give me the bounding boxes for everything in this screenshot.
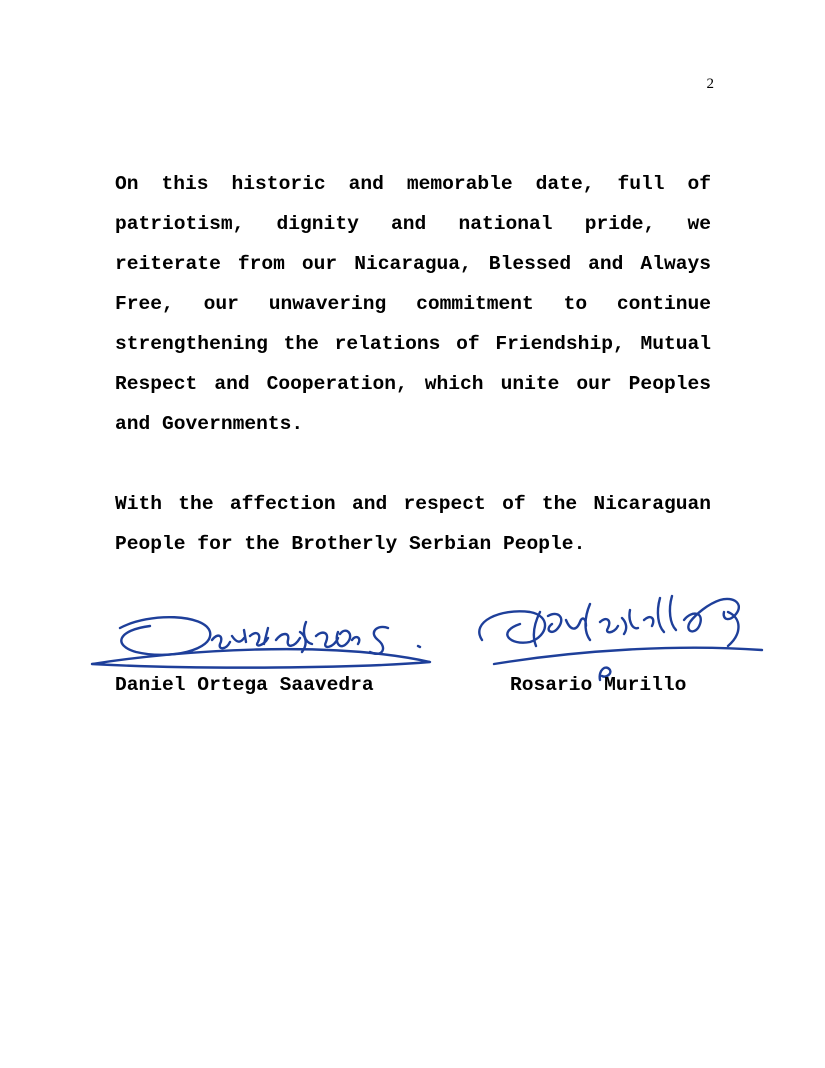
message-paragraph: On this historic and memorable date, full of patriotism, dignity and national pride, we reiterate from our Nicaragua, Blessed and Always Free, our unwavering commitment to continue strengthening the relations of Friendship, Mutual Respect and Cooperation, which unite our Peoples and Governments. <box>115 173 711 435</box>
page-number: 2 <box>706 76 714 92</box>
closing-paragraph: With the affection and respect of the Nicaraguan People for the Brotherly Serbian People. <box>115 493 711 555</box>
signature-rosario-murillo <box>479 596 762 680</box>
signer-name-right: Rosario Murillo <box>510 674 687 696</box>
signature-daniel-ortega <box>92 617 430 667</box>
signer-name-left: Daniel Ortega Saavedra <box>115 674 374 696</box>
